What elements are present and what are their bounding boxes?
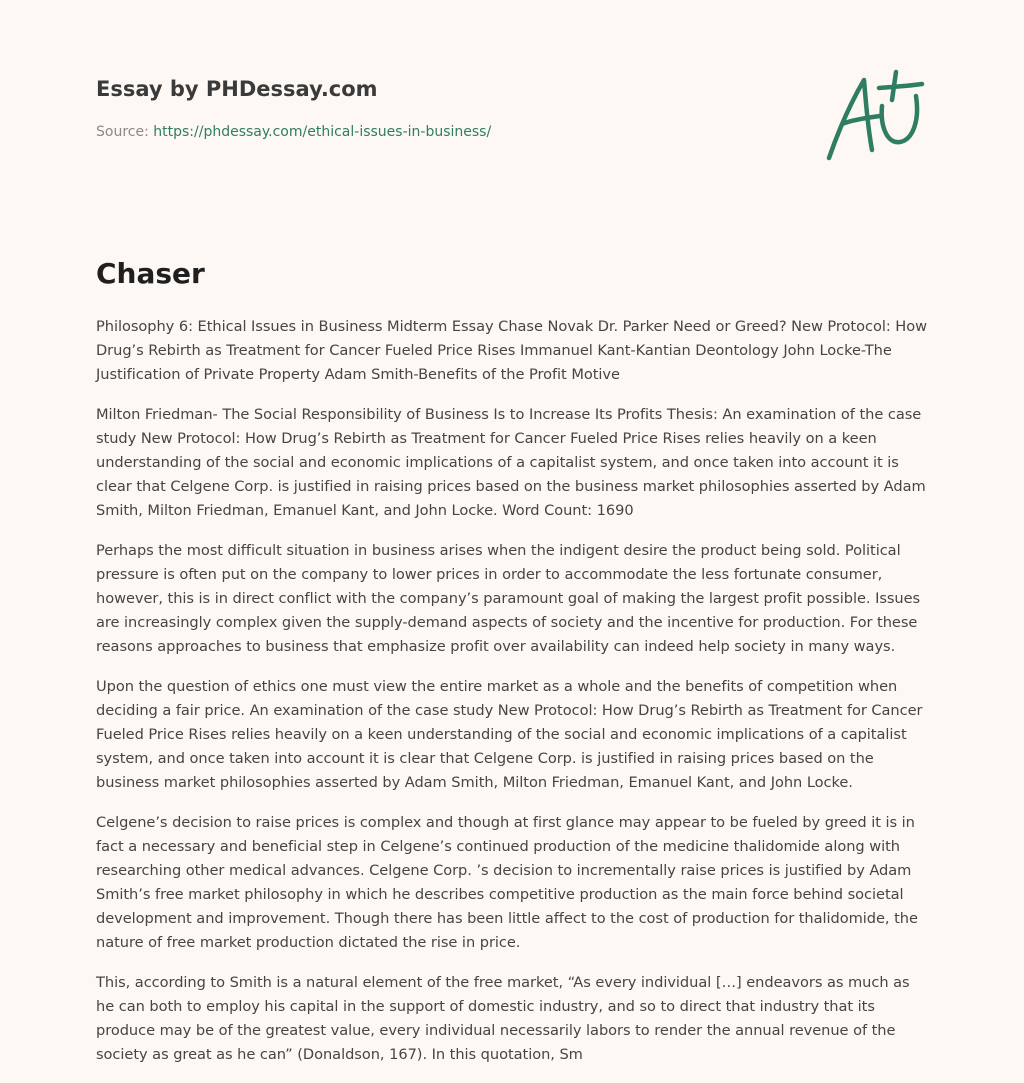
page-header xyxy=(96,74,816,142)
article-title: Chaser xyxy=(96,257,205,290)
article-paragraph: Perhaps the most difficult situation in business arises when the indigent desire the product being sold. Political pressure is often put on the company to lower prices in order to accommodate the less fortunate consumer, however, this is in direct conflict with the company’s paramount goal of making the largest profit possible. Issues are increasingly complex given the supply-demand aspects of society and the incentive for production. For these reasons approaches to business that emphasize profit over availability can indeed help society in many ways. xyxy=(96,542,921,655)
a-plus-logo-icon xyxy=(822,66,930,166)
article-paragraph: Milton Friedman- The Social Responsibility of Business Is to Increase Its Profits Thesis: An examination of the case study New Protocol: How Drug’s Rebirth as Treatment for Cancer Fueled Price Rises relies heavily on a keen understanding of the social and economic implications of a capitalist system, and once taken into account it is clear that Celgene Corp. is justified in raising prices based on the business market philosophies asserted by Adam Smith, Milton Friedman, Emanuel Kant, and John Locke. Word Count: 1690 xyxy=(96,406,926,519)
article-paragraph: Philosophy 6: Ethical Issues in Business Midterm Essay Chase Novak Dr. Parker Need or Greed? New Protocol: How Drug’s Rebirth as Treatment for Cancer Fueled Price Rises Immanuel Kant-Kantian Deontology John Locke-The Justification of Private Property Adam Smith-Benefits of the Profit Motive xyxy=(96,318,927,383)
article-paragraph: Upon the question of ethics one must view the entire market as a whole and the benefits of competition when deciding a fair price. An examination of the case study New Protocol: How Drug’s Rebirth as Treatment for Cancer Fueled Price Rises relies heavily on a keen understanding of the social and economic implications of a capitalist system, and once taken into account it is clear that Celgene Corp. is justified in raising prices based on the business market philosophies asserted by Adam Smith, Milton Friedman, Emanuel Kant, and John Locke. xyxy=(96,678,923,791)
article-paragraph: Celgene’s decision to raise prices is complex and though at first glance may appear to be fueled by greed it is in fact a necessary and beneficial step in Celgene’s continued production of the medicine thalidomide along with researching other medical advances. Celgene Corp. ’s decision to incrementally raise prices is justified by Adam Smith’s free market philosophy in which he describes competitive production as the main force behind societal development and improvement. Though there has been little affect to the cost of production for thalidomide, the nature of free market production dictated the rise in price. xyxy=(96,814,918,951)
source-line xyxy=(96,122,816,142)
source-link[interactable]: https://phdessay.com/ethical-issues-in-business/ xyxy=(153,124,492,140)
article-paragraph: This, according to Smith is a natural element of the free market, “As every individual […] endeavors as much as he can both to employ his capital in the support of domestic industry, and so to direct that industry that its produce may be of the greatest value, every individual necessarily labors to render the annual revenue of the society as great as he can” (Donaldson, 167). In this quotation, Sm xyxy=(96,974,910,1063)
source-label: Source: xyxy=(96,124,154,140)
site-brand: Essay by PHDessay.com xyxy=(96,77,378,101)
article xyxy=(96,256,932,1083)
